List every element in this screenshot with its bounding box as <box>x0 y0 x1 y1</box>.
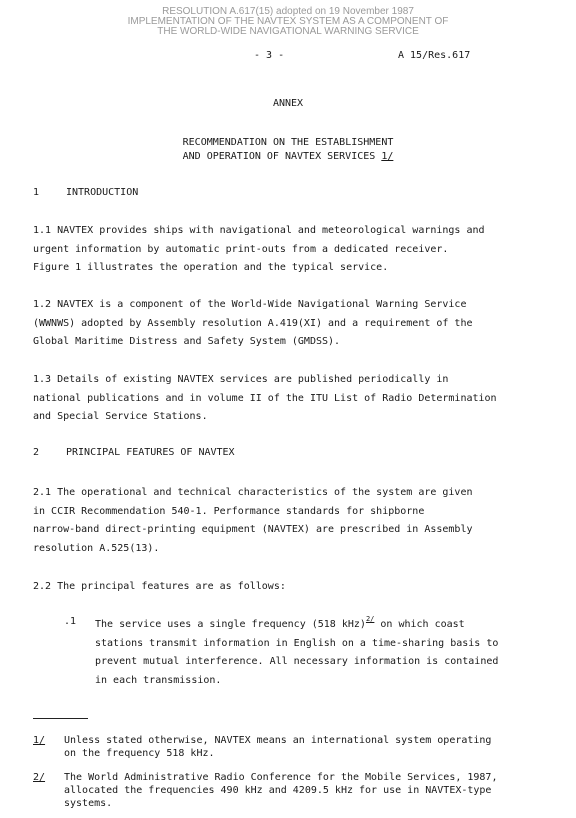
resolution-header-line-3: THE WORLD-WIDE NAVIGATIONAL WARNING SERVICE <box>157 26 419 37</box>
item-1-text: The service uses a single frequency (518 kHz)$^{2/}$ on which coast stations transmit information in English on a time-sharing basis to prevent mutual interference. All necessary information is contained in each transmission. <box>95 615 499 686</box>
paragraph-1-1: 1.1 NAVTEX provides ships with navigational and meteorological warnings and urgent information by automatic print-outs from a dedicated receiver. Figure 1 illustrates the operation and the typical service. <box>33 225 485 273</box>
annex-heading: ANNEX <box>272 98 304 109</box>
title-footnote-mark: 1/ <box>381 151 394 162</box>
recommendation-title-line-1: RECOMMENDATION ON THE ESTABLISHMENT <box>182 137 394 148</box>
item-1-footnote-mark: 2/ <box>365 615 375 623</box>
paragraph-2-2: 2.2 The principal features are as follows: <box>33 581 286 592</box>
footnote-2-number: 2/ <box>33 772 46 783</box>
paragraph-1-2: 1.2 NAVTEX is a component of the World-Wide Navigational Warning Service (WWNWS) adopted by Assembly resolution A.419(XI) and a requirement of the Global Maritime Distress and Safety System (GMDSS). <box>33 299 473 347</box>
paragraph-1-3: 1.3 Details of existing NAVTEX services are published periodically in national publications and in volume II of the ITU List of Radio Determination and Special Service Stations. <box>33 374 497 422</box>
page-number: - 3 - <box>254 50 285 61</box>
footnote-separator <box>33 718 88 719</box>
footnote-2-text: The World Administrative Radio Conference for the Mobile Services, 1987, allocated the frequencies 490 kHz and 4209.5 kHz for use in NAVTEX-type systems. <box>64 772 498 809</box>
paragraph-2-1: 2.1 The operational and technical characteristics of the system are given in CCIR Recommendation 540-1. Performance standards for shipborne narrow-band direct-printing equipment (NAVTEX) are prescribed in Assembly resolution A.525(13). <box>33 487 473 554</box>
section-1-number: 1 <box>33 187 40 198</box>
item-1-number: .1 <box>64 616 77 627</box>
resolution-header-line-1: RESOLUTION A.617(15) adopted on 19 November 1987 <box>162 6 414 17</box>
document-reference: A 15/Res.617 <box>398 50 471 61</box>
resolution-header-line-2: IMPLEMENTATION OF THE NAVTEX SYSTEM AS A COMPONENT OF <box>127 16 449 27</box>
section-1-title: INTRODUCTION <box>66 187 139 198</box>
footnote-1-number: 1/ <box>33 735 46 746</box>
footnote-1-text: Unless stated otherwise, NAVTEX means an international system operating on the frequency 518 kHz. <box>64 735 492 759</box>
section-2-number: 2 <box>33 447 40 458</box>
section-2-title: PRINCIPAL FEATURES OF NAVTEX <box>66 447 235 458</box>
recommendation-title-line-2: AND OPERATION OF NAVTEX SERVICES 1/ <box>182 151 394 162</box>
